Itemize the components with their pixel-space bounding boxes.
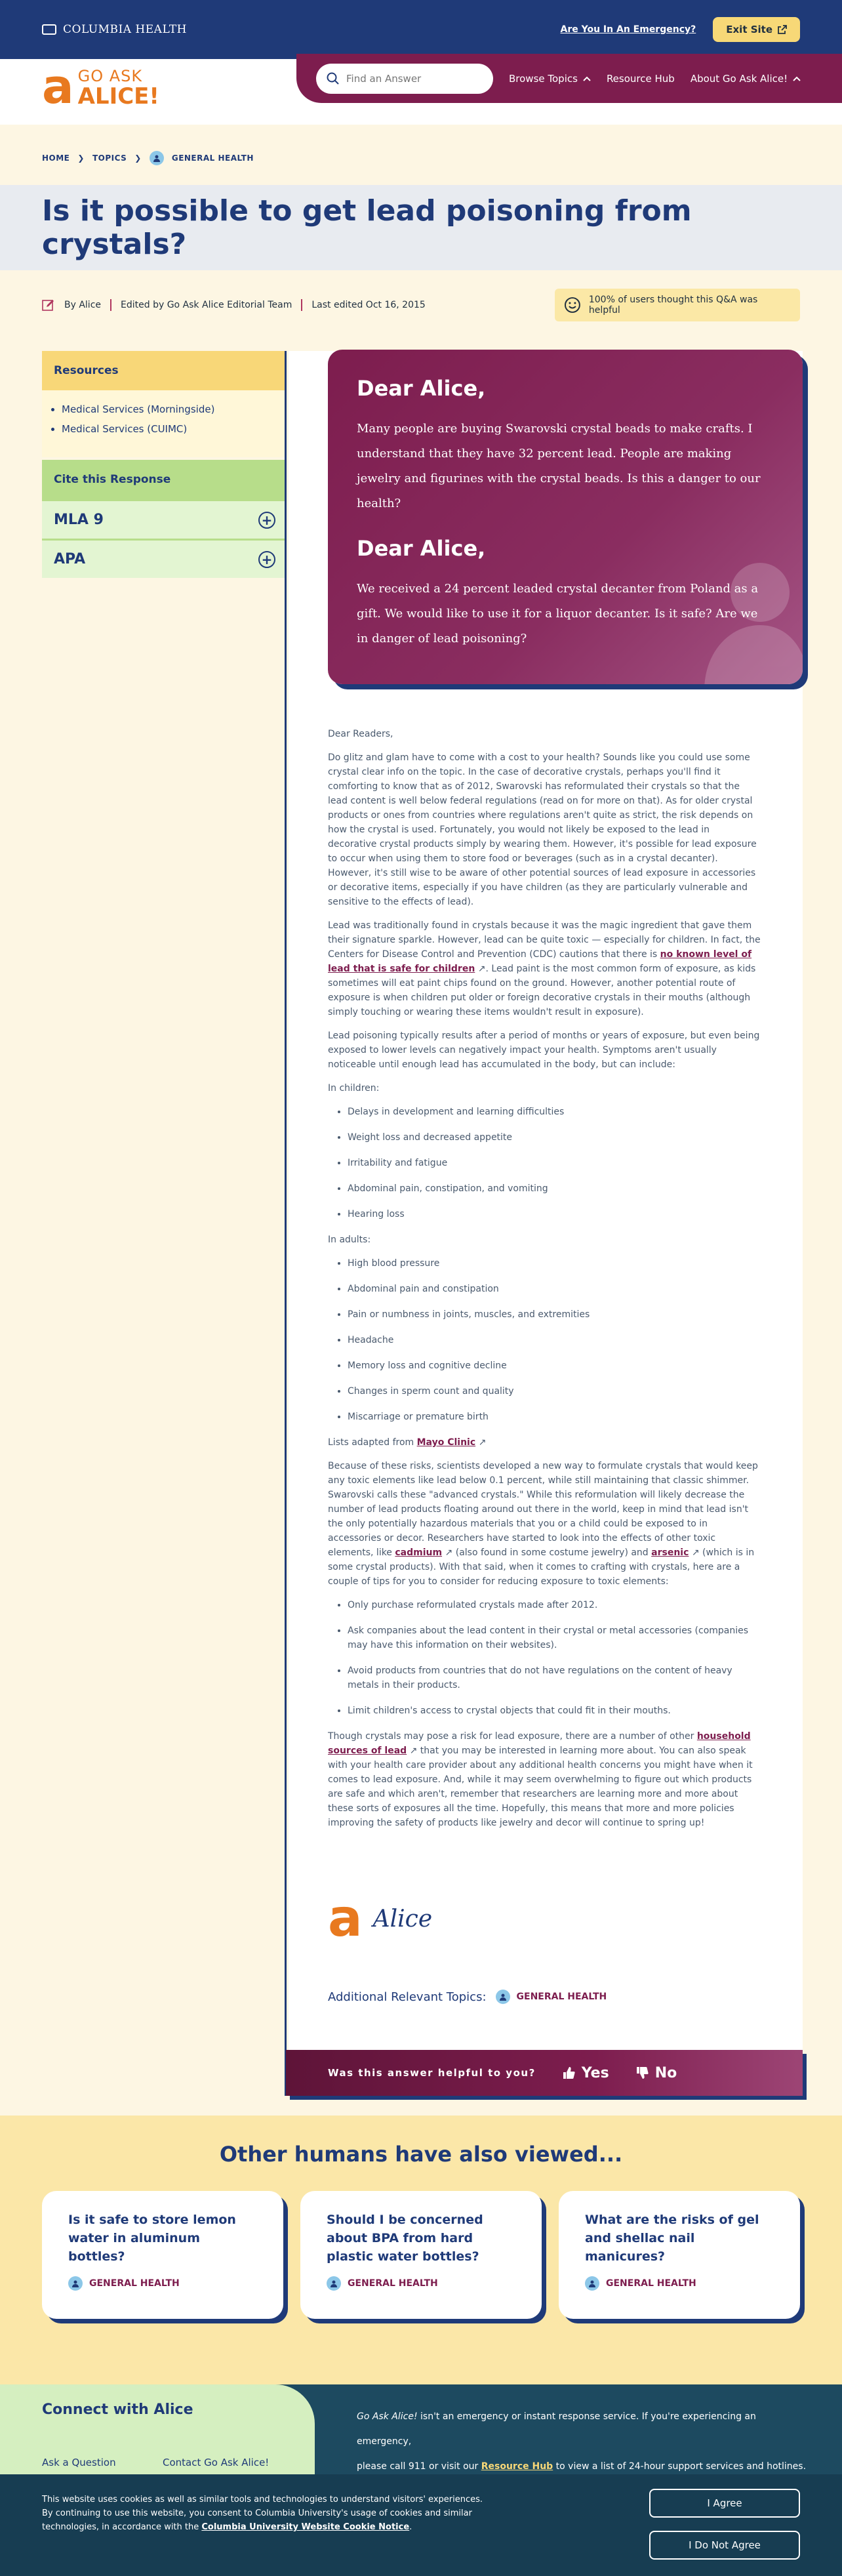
mayo-clinic-link[interactable]: Mayo Clinic (416, 1437, 476, 1448)
household-lead-link[interactable]: household sources of lead (328, 1731, 751, 1756)
topic-general-health[interactable] (496, 1990, 607, 2004)
smiley-icon (564, 296, 581, 314)
crown-icon (42, 24, 56, 35)
editor: Edited by Go Ask Alice Editorial Team (121, 300, 292, 310)
plus-circle-icon: + (258, 512, 275, 529)
title-band (0, 185, 842, 270)
cdc-lead-link[interactable]: no known level of lead that is safe for children (328, 949, 752, 974)
sidebar (42, 351, 286, 578)
list-item: • Memory loss and cognitive decline (348, 1359, 761, 1373)
topics-label: Additional Relevant Topics: (328, 1990, 487, 2004)
breadcrumb-general-health[interactable]: GENERAL HEALTH (171, 153, 254, 163)
footer-text-2a: please call 911 or visit our (357, 2461, 481, 2472)
list-item: • Irritability and fatigue (348, 1156, 761, 1170)
author: By Alice (64, 300, 102, 310)
footer-disclaimer (357, 2404, 809, 2479)
feedback-bar (286, 2050, 803, 2096)
text: (which is in some crystal products). With that said, when it comes to crafting with crystals, here are a couple of tips for you to consider for reducing exposure to toxic elements: (328, 1547, 755, 1587)
general-health-icon (585, 2276, 599, 2291)
related-card[interactable] (559, 2191, 800, 2319)
divider (110, 299, 111, 311)
answer-greeting: Dear Readers, (328, 729, 393, 739)
cite-format-label: MLA 9 (54, 512, 104, 528)
text: Lead was traditionally found in crystals because it was the magic ingredient that gave them their signature sparkle. However, lead can be quite toxic — especially for children. In fact, the Centers for Disease Control and Prevention (CDC) cautions that there is (328, 920, 761, 960)
tips-list (328, 1598, 761, 1718)
text: Lists adapted from (328, 1437, 417, 1448)
question-text: We received a 24 percent leaded crystal decanter from Poland as a gift. We would like to use it for a liquor decanter. Is it safe? Are we in danger of lead poisoning? (357, 582, 759, 645)
helpful-text: 100% of users thought this Q&A was helpful (588, 295, 758, 316)
text: (also found in some costume jewelry) and (452, 1547, 652, 1558)
resource-link[interactable]: Medical Services (Morningside) (62, 403, 215, 415)
related-card-title: What are the risks of gel and shellac nail manicures? (585, 2213, 759, 2264)
children-label: In children: (328, 1083, 380, 1094)
go-ask-alice-logo[interactable] (42, 59, 159, 114)
list-item: • Only purchase reformulated crystals made after 2012. (348, 1598, 761, 1612)
general-health-icon (496, 1990, 510, 2004)
answer-paragraph (328, 1459, 761, 1589)
related-card-title: Should I be concerned about BPA from hard plastic water bottles? (327, 2213, 483, 2264)
question-box (328, 350, 803, 684)
contact-link[interactable]: Contact Go Ask Alice! (163, 2457, 270, 2468)
related-card-topic (585, 2276, 774, 2291)
adults-symptoms-list (328, 1256, 761, 1424)
resource-item[interactable] (62, 403, 274, 415)
children-symptoms-list (328, 1105, 761, 1221)
answer-paragraph (328, 918, 761, 1019)
search-input[interactable] (346, 73, 477, 85)
footer-brand: Go Ask Alice! (357, 2411, 418, 2422)
nav-about-label: About Go Ask Alice! (690, 72, 788, 85)
breadcrumb (42, 151, 254, 165)
feedback-yes-button[interactable] (562, 2065, 609, 2081)
columbia-health-logo[interactable] (42, 23, 187, 36)
chevron-up-icon (793, 76, 801, 81)
cadmium-link[interactable]: cadmium (395, 1547, 443, 1558)
related-heading: Other humans have also viewed... (219, 2142, 623, 2167)
list-item: • Abdominal pain and constipation (348, 1282, 761, 1296)
logo-go-ask: GO ASK (77, 67, 143, 85)
text: Because of these risks, scientists developed a new way to formulate crystals that would keep any toxic elements like lead below 0.1 percent, while still maintaining that classic shimmer. Swarovski calls these "advanced crystals." While this reformulation will likely decrease the number of lead products floating around out there in the world, keep in mind that lead isn't the only potentially hazardous materials that you or a child could be exposed to in accessories or decor. Researchers have started to look into the effects of other toxic elements, like (328, 1461, 758, 1558)
list-item: • Pain or numbness in joints, muscles, and extremities (348, 1307, 761, 1322)
page-title: Is it possible to get lead poisoning from crystals? (42, 194, 692, 261)
external-link-icon: ↗ (442, 1547, 453, 1558)
external-link-icon: ↗ (475, 1437, 487, 1448)
question-heading: Dear Alice, (357, 536, 486, 561)
related-card[interactable] (42, 2191, 283, 2319)
connect-heading: Connect with Alice (42, 2402, 193, 2418)
content-divider-line (285, 351, 287, 2096)
resource-link[interactable]: Medical Services (CUIMC) (62, 423, 188, 435)
relevant-topics (328, 1990, 607, 2004)
pencil-icon (42, 298, 55, 312)
chevron-right-icon: ❯ (134, 153, 142, 163)
cookie-disagree-button[interactable]: I Do Not Agree (649, 2531, 800, 2560)
no-label: No (654, 2064, 677, 2081)
list-item: • Hearing loss (348, 1207, 761, 1221)
ask-question-link[interactable]: Ask a Question (42, 2457, 116, 2468)
last-edited: Last edited Oct 16, 2015 (311, 300, 426, 310)
cite-mla-toggle[interactable] (42, 499, 286, 539)
footer-text-1: isn't an emergency or instant response service. If you're experiencing an emergency, (357, 2411, 756, 2447)
list-item: • High blood pressure (348, 1256, 761, 1271)
text: This website uses cookies as well as similar tools and technologies to understand visitors' experiences. By continuing to use this website, you consent to Columbia University's usage of cookies and similar technologies, in accordance with the (42, 2495, 483, 2532)
list-item: • Miscarriage or premature birth (348, 1410, 761, 1424)
topic-label: GENERAL HEALTH (348, 2278, 438, 2289)
feedback-no-button[interactable] (635, 2065, 677, 2081)
nav-resource-hub[interactable]: Resource Hub (606, 72, 675, 85)
nav-about[interactable] (691, 73, 801, 85)
text: Though crystals may pose a risk for lead exposure, there are a number of other (328, 1731, 697, 1742)
resource-hub-link[interactable]: Resource Hub (481, 2461, 553, 2472)
answer-paragraph: Do glitz and glam have to come with a cost to your health? Sounds like you could use some crystal clear info on the topic. In the case of decorative crystals, perhaps you'll find it comforting to know that as of 2012, Swarovski has reformulated their crystals so that the lead content is well below federal regulations (read on for more on that). As for older crystal products or ones from countries where regulations aren't quite as strict, the risk depends on how the crystal is used. Fortunately, you would not likely be exposed to the lead in decorative crystal products simply by wearing them. However, it's possible for lead exposure to occur when using them to store food or beverages (such as in a crystal decanter). However, it's still wise to be aware of other potential sources of lead exposure in accessories or decorative items, especially if you have children (as they are particularly vulnerable and sensitive to the effects of lead). (328, 752, 757, 907)
external-link-icon (778, 25, 787, 34)
footer-text-2b: to view a list of 24-hour support services and hotlines. (553, 2461, 807, 2472)
general-health-icon (150, 151, 164, 165)
resources-heading: Resources (42, 351, 286, 390)
lists-source (328, 1435, 761, 1450)
list-item: • Ask companies about the lead content in their crystal or metal accessories (companies may have this information on their websites). (348, 1624, 761, 1652)
list-item: • Headache (348, 1333, 761, 1347)
related-card-topic (327, 2276, 515, 2291)
cite-format-label: APA (54, 551, 86, 567)
resource-item[interactable] (62, 423, 274, 435)
search-box[interactable] (316, 64, 493, 94)
topic-label: GENERAL HEALTH (89, 2278, 180, 2289)
related-card-title: Is it safe to store lemon water in aluminum bottles? (68, 2213, 236, 2264)
cookie-banner (0, 2474, 842, 2576)
nav-browse-topics[interactable] (509, 73, 591, 85)
exit-site-label: Exit Site (726, 24, 772, 35)
question-text: Many people are buying Swarovski crystal beads to make crafts. I understand that they have 32 percent lead. People are making jewelry and figurines with the crystal beads. Is this a danger to our health? (357, 422, 761, 510)
related-questions-section (0, 2116, 842, 2384)
signature-logo-a: a (328, 1889, 363, 1948)
answer-paragraph: Lead poisoning typically results after a period of months or years of exposure, but even being exposed to lower levels can negatively impact your health. Symptoms aren't usually noticeable until enough lead has accumulated in the body, but can include: (328, 1031, 760, 1070)
general-health-icon (327, 2276, 341, 2291)
related-card[interactable] (300, 2191, 542, 2319)
columbia-topbar (0, 0, 842, 59)
question-heading: Dear Alice, (357, 376, 486, 401)
chevron-up-icon (583, 76, 591, 81)
plus-circle-icon: + (258, 551, 275, 568)
cite-apa-toggle[interactable] (42, 539, 286, 578)
list-item: • Limit children's access to crystal objects that could fit in their mouths. (348, 1704, 761, 1718)
feedback-question: Was this answer helpful to you? (328, 2067, 536, 2079)
answer-body (328, 727, 761, 1839)
list-item: • Weight loss and decreased appetite (348, 1130, 761, 1145)
topic-label: GENERAL HEALTH (516, 1992, 607, 2002)
logo-alice: ALICE! (77, 83, 159, 110)
cookie-agree-button[interactable]: I Agree (649, 2489, 800, 2518)
cookie-notice-link[interactable]: Columbia University Website Cookie Notice (201, 2522, 410, 2532)
alice-signature (328, 1889, 433, 1948)
breadcrumb-home[interactable]: HOME (42, 153, 70, 163)
emergency-link[interactable]: Are You In An Emergency? (560, 24, 696, 35)
cite-heading: Cite this Response (42, 460, 286, 499)
arsenic-link[interactable]: arsenic (651, 1547, 689, 1558)
alice-silhouette-icon (698, 553, 803, 684)
external-link-icon: ↗ (407, 1746, 418, 1756)
cookie-text: This website uses cookies as well as similar tools and technologies to understand visitors' experiences. By continuing to use this website, you consent to Columbia University's usage of cookies and similar technologies, in accordance with the Columbia University Website Cookie Notice. (42, 2495, 483, 2532)
thumbs-up-icon (562, 2066, 575, 2079)
exit-site-button[interactable] (713, 17, 800, 42)
chevron-right-icon: ❯ (77, 153, 85, 163)
external-link-icon: ↗ (689, 1547, 700, 1558)
topic-label: GENERAL HEALTH (606, 2278, 696, 2289)
breadcrumb-topics[interactable]: TOPICS (92, 153, 127, 163)
general-health-icon (68, 2276, 83, 2291)
logo-letter-a: a (42, 59, 74, 114)
article-meta (42, 298, 426, 312)
answer-paragraph (328, 1729, 761, 1830)
helpful-rating-badge (555, 289, 800, 321)
divider (301, 299, 302, 311)
search-icon (327, 72, 340, 85)
related-card-topic (68, 2276, 257, 2291)
list-item: • Delays in development and learning difficulties (348, 1105, 761, 1119)
nav-browse-label: Browse Topics (509, 72, 578, 85)
list-item: • Abdominal pain, constipation, and vomiting (348, 1181, 761, 1196)
yes-label: Yes (581, 2064, 609, 2081)
main-nav (296, 54, 842, 103)
text: that you may be interested in learning more about. You can also speak with your health care provider about any additional health concerns you might have when it comes to lead exposure. And, while it may seem overwhelming to figure out which products are safe and which aren't, remember that researchers are learning more and more about these sorts of exposures all the time. Hopefully, this means that more and more policies improving the safety of products like jewelry and decor will continue to spring up! (328, 1746, 753, 1828)
resources-list (42, 390, 286, 457)
adults-label: In adults: (328, 1235, 371, 1245)
list-item: • Changes in sperm count and quality (348, 1384, 761, 1399)
list-item: • Avoid products from countries that do not have regulations on the content of heavy metals in their products. (348, 1664, 761, 1692)
signature-name: Alice (372, 1905, 433, 1932)
text: . Lead paint is the most common form of exposure, as kids sometimes will eat paint chips found on the ground. However, another potential route of exposure is when children put older or foreign decorative crystals in their mouths (although simply touching or wearing these items wouldn't result in exposure). (328, 964, 756, 1017)
brand-text: COLUMBIA HEALTH (63, 23, 188, 36)
external-link-icon: ↗ (475, 964, 486, 974)
thumbs-down-icon (635, 2066, 649, 2079)
